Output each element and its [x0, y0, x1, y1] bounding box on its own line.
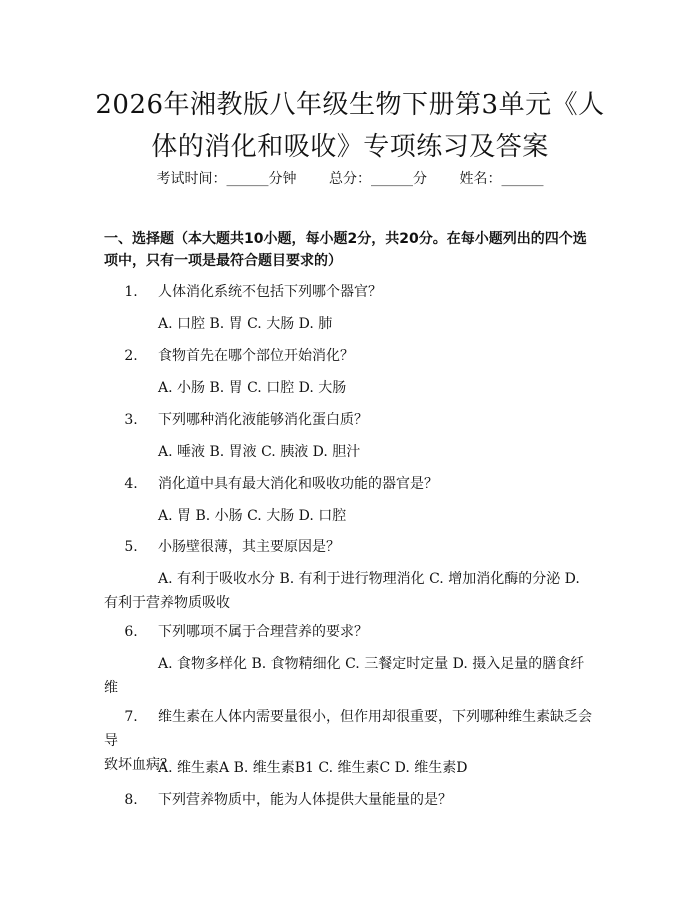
exam-time-field: 考试时间：______分钟 [156, 171, 297, 187]
question-6-options [104, 652, 604, 700]
options-text: A. 唾液 B. 胃液 C. 胰液 D. 胆汁 [158, 444, 361, 460]
question-text: 消化道中具有最大消化和吸收功能的器官是？ [158, 476, 438, 492]
question-number: 8. [124, 792, 138, 808]
section-heading-line-1: 一、选择题（本大题共10小题，每小题2分，共20分。在每小题列出的四个选 [104, 231, 587, 247]
question-number: 2. [124, 348, 138, 364]
question-2-options [104, 376, 604, 400]
question-text: 下列营养物质中，能为人体提供大量能量的是？ [158, 792, 452, 808]
question-6 [104, 620, 604, 644]
exam-name-field: 姓名：______ [459, 171, 544, 187]
exam-meta [0, 169, 700, 189]
title-line-1: 2026年湘教版八年级生物下册第3单元《人 [95, 90, 605, 120]
question-5 [104, 535, 604, 559]
question-8 [104, 788, 604, 812]
question-text: 小肠壁很薄，其主要原因是？ [158, 539, 340, 555]
question-text: 下列哪种消化液能够消化蛋白质？ [158, 412, 368, 428]
document-title [0, 84, 700, 168]
exam-score-field: 总分：______分 [329, 171, 427, 187]
question-number: 1. [124, 284, 138, 300]
title-line-2: 体的消化和吸收》专项练习及答案 [151, 132, 549, 162]
options-text: A. 维生素A B. 维生素B1 C. 维生素C D. 维生素D [158, 760, 468, 776]
question-number: 5. [124, 539, 138, 555]
question-3 [104, 408, 604, 432]
question-text: 食物首先在哪个部位开始消化？ [158, 348, 354, 364]
question-4-options [104, 504, 604, 528]
question-text-line-1: 维生素在人体内需要量很小，但作用却很重要，下列哪种维生素缺乏会导 [104, 709, 592, 749]
options-text-line-1: A. 食物多样化 B. 食物精细化 C. 三餐定时定量 D. 摄入足量的膳食纤 [158, 656, 585, 672]
options-text: A. 胃 B. 小肠 C. 大肠 D. 口腔 [158, 508, 347, 524]
question-4 [104, 472, 604, 496]
options-text: A. 口腔 B. 胃 C. 大肠 D. 肺 [158, 316, 333, 332]
question-1-options [104, 312, 604, 336]
options-text-line-2: 维 [104, 680, 118, 696]
question-text: 下列哪项不属于合理营养的要求？ [158, 624, 368, 640]
question-7-options [104, 756, 604, 780]
section-heading-line-2: 项中，只有一项是最符合题目要求的） [104, 253, 342, 269]
question-1 [104, 280, 604, 304]
question-number: 3. [124, 412, 138, 428]
options-text-line-1: A. 有利于吸收水分 B. 有利于进行物理消化 C. 增加消化酶的分泌 D. [158, 571, 580, 587]
question-number: 4. [124, 476, 138, 492]
question-number: 7. [124, 709, 138, 725]
question-5-options [104, 567, 604, 615]
question-text: 人体消化系统不包括下列哪个器官？ [158, 284, 382, 300]
question-3-options [104, 440, 604, 464]
question-number: 6. [124, 624, 138, 640]
options-text: A. 小肠 B. 胃 C. 口腔 D. 大肠 [158, 380, 347, 396]
section-heading [104, 228, 604, 272]
question-text-line-2: 致坏血病？ [104, 757, 174, 773]
question-2 [104, 344, 604, 368]
options-text-line-2: 有利于营养物质吸收 [104, 595, 230, 611]
